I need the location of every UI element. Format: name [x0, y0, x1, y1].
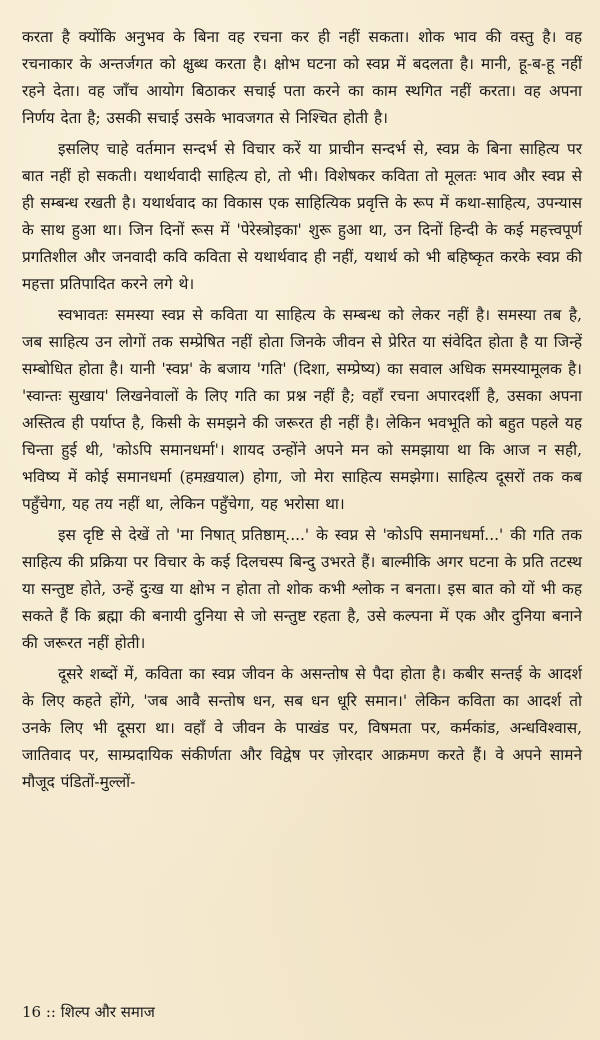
body-text	[22, 24, 582, 796]
paragraph-2: इसलिए चाहे वर्तमान सन्दर्भ से विचार करें या प्राचीन सन्दर्भ से, स्वप्न के बिना साहित्य पर बात नहीं हो सकती। यथार्थवादी साहित्य हो, तो भी। विशेषकर कविता तो मूलतः भाव और स्वप्न से ही सम्बन्ध रखती है। यथार्थवाद का विकास एक साहित्यिक प्रवृत्ति के रूप में कथा-साहित्य, उपन्यास के साथ हुआ था। जिन दिनों रूस में 'पेरेस्त्रोइका' शुरू हुआ था, उन दिनों हिन्दी के कई महत्त्वपूर्ण प्रगतिशील और जनवादी कवि कविता से यथार्थवाद ही नहीं, यथार्थ को भी बहिष्कृत करके स्वप्न की महत्ता प्रतिपादित करने लगे थे।	[22, 140, 582, 293]
paragraph-4: इस दृष्टि से देखें तो 'मा निषात् प्रतिष्ठाम्....' के स्वप्न से 'कोऽपि समानधर्मा...' की गति तक साहित्य की प्रक्रिया पर विचार के कई दिलचस्प बिन्दु उभरते हैं। बाल्मीकि अगर घटना के प्रति तटस्थ या सन्तुष्ट होते, उन्हें दुःख या क्षोभ न होता तो शोक कभी श्लोक न बनता। इस बात को यों भी कह सकते हैं कि ब्रह्मा की बनायी दुनिया से जो सन्तुष्ट रहता है, उसे कल्पना में एक और दुनिया बनाने की जरूरत नहीं होती।	[22, 526, 582, 652]
paragraph-5: दूसरे शब्दों में, कविता का स्वप्न जीवन के असन्तोष से पैदा होता है। कबीर सन्तई के आदर्श के लिए कहते होंगे, 'जब आवै सन्तोष धन, सब धन धूरि समान।' लेकिन कविता का आदर्श तो उनके लिए भी दूसरा था। वहाँ वे जीवन के पाखंड पर, विषमता पर, कर्मकांड, अन्धविश्वास, जातिवाद पर, साम्प्रदायिक संकीर्णता और विद्वेष पर ज़ोरदार आक्रमण करते हैं। वे अपने सामने मौजूद पंडितों-मुल्लों-	[22, 665, 582, 791]
paragraph-1: करता है क्योंकि अनुभव के बिना वह रचना कर ही नहीं सकता। शोक भाव की वस्तु है। वह रचनाकार के अन्तर्जगत को क्षुब्ध करता है। क्षोभ घटना को स्वप्न में बदलता है। मानी, हू-ब-हू नहीं रहने देता। वह जाँच आयोग बिठाकर सचाई पता करने का काम स्थगित नहीं करता। वह अपना निर्णय देता है; उसकी सचाई उसके भावजगत से निश्चित होती है।	[22, 28, 582, 127]
paragraph-3: स्वभावतः समस्या स्वप्न से कविता या साहित्य के सम्बन्ध को लेकर नहीं है। समस्या तब है, जब साहित्य उन लोगों तक सम्प्रेषित नहीं होता जिनके जीवन से प्रेरित या संवेदित होता है या जिन्हें सम्बोधित होता है। यानी 'स्वप्न' के बजाय 'गति' (दिशा, सम्प्रेष्य) का सवाल अधिक समस्यामूलक है। 'स्वान्तः सुखाय' लिखनेवालों के लिए गति का प्रश्न नहीं है; वहाँ रचना अपारदर्शी है, उसका अपना अस्तित्व ही पर्याप्त है, किसी के समझने की जरूरत ही नहीं है। लेकिन भवभूति को बहुत पहले यह चिन्ता हुई थी, 'कोऽपि समानधर्मा'। शायद उन्होंने अपने मन को समझाया था कि आज न सही, भविष्य में कोई समानधर्मा (हमख़याल) होगा, जो मेरा साहित्य समझेगा। साहित्य दूसरों तक कब पहुँचेगा, यह तय नहीं था, लेकिन पहुँचेगा, यह भरोसा था।	[22, 306, 582, 513]
page-footer: 16 :: शिल्प और समाज	[22, 1003, 155, 1021]
